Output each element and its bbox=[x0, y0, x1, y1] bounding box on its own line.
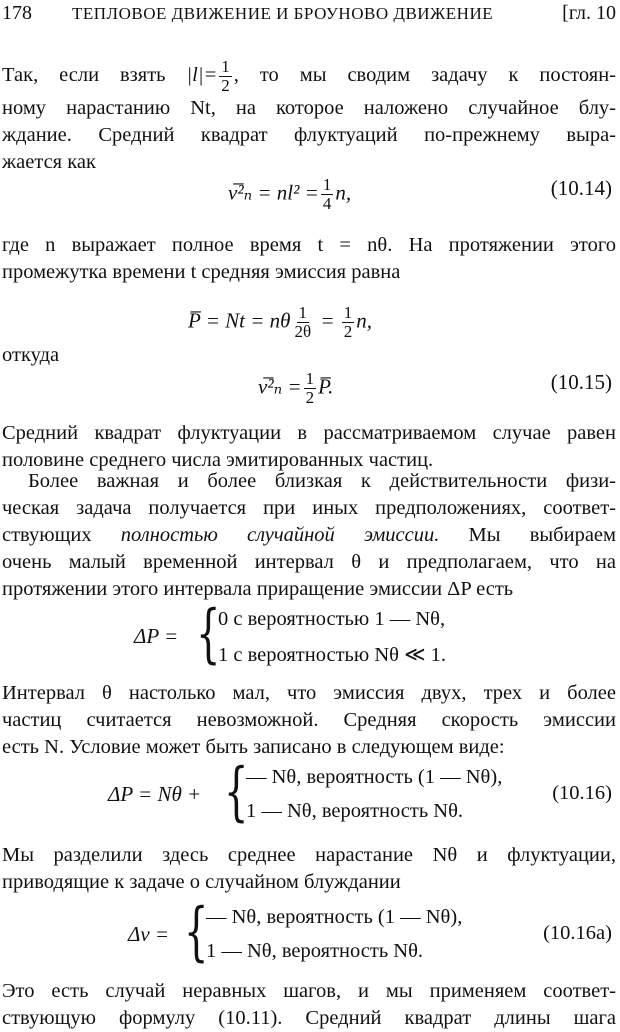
paragraph-1-line-2: ному нарастанию Nt, на которое наложено случайное блу- bbox=[2, 97, 616, 119]
chapter-marker: [гл. 10 bbox=[562, 2, 616, 24]
equation-number: (10.14) bbox=[550, 176, 612, 200]
equation-10-16a: Δν = { — Nθ, вероятность (1 — Nθ), 1 — Nθ, вероятность Nθ. (10.16а) bbox=[128, 895, 612, 969]
paragraph-2 bbox=[2, 232, 616, 286]
equation-number: (10.16) bbox=[552, 782, 612, 804]
running-header bbox=[2, 2, 616, 30]
paragraph-5-line-4: очень малый временной интервал θ и предполагаем, что на bbox=[2, 551, 616, 573]
equation-10-16: ΔP = Nθ + { — Nθ, вероятность (1 — Nθ), 1 — Nθ, вероятность Nθ. (10.16) bbox=[108, 755, 612, 829]
paragraph-8-line-1: Это есть случай неравных шагов, и мы применяем соответ- bbox=[2, 980, 616, 1002]
paragraph-7 bbox=[2, 842, 616, 896]
paragraph-5-line-5: протяжении этого интервала приращение эмиссии ΔP есть bbox=[2, 578, 514, 600]
equation-delta-p-cases: ΔP = { 0 с вероятностью 1 — Nθ, 1 с вероятностью Nθ ≪ 1. bbox=[134, 597, 447, 671]
page-number: 178 bbox=[2, 2, 32, 24]
paragraph-6-line-1: Интервал θ настолько мал, что эмиссия двух, трех и более bbox=[2, 682, 616, 704]
paragraph-5-line-2: ческая задача получается при иных предположениях, соответ- bbox=[2, 497, 616, 519]
paragraph-6-line-2: частиц считается невозможной. Средняя скорость эмиссии bbox=[2, 709, 616, 731]
case-row-1: 0 с вероятностью 1 — Nθ, bbox=[218, 608, 446, 630]
case-row-2: 1 с вероятностью Nθ ≪ 1. bbox=[218, 644, 447, 666]
left-brace: { bbox=[184, 895, 209, 969]
paragraph-1-line-4: жается как bbox=[2, 151, 96, 173]
equation-number: (10.15) bbox=[550, 370, 612, 394]
paragraph-1-line-1: Так, если взять |l|= $\frac{1}{2}$ , то мы сводим задачу к постоян- bbox=[2, 57, 617, 95]
paragraph-4-line-2: половине среднего числа эмитированных частиц. bbox=[2, 449, 434, 471]
paragraph-8-line-2: ствующую формулу (10.11). Средний квадрат длины шага bbox=[2, 1007, 616, 1029]
case-row-1: — Nθ, вероятность (1 — Nθ), bbox=[206, 906, 463, 928]
paragraph-5 bbox=[2, 468, 616, 603]
paragraph-7-line-2: приводящие к задаче о случайном блуждании bbox=[2, 871, 401, 893]
paragraph-2-line-2: промежутка времени t средняя эмиссия равна bbox=[2, 261, 401, 283]
case-row-1: — Nθ, вероятность (1 — Nθ), bbox=[246, 766, 503, 788]
paragraph-1-line-3: ждание. Средний квадрат флуктуаций по-прежнему выра- bbox=[2, 124, 616, 146]
equation-10-14: ν̅²ₙ = nl² = $\frac{1}{4}$ n, (10.14) bbox=[228, 175, 612, 213]
paragraph-2-line-1: где n выражает полное время t = nθ. На протяжении этого bbox=[2, 234, 616, 256]
running-title: ТЕПЛОВОЕ ДВИЖЕНИЕ И БРОУНОВО ДВИЖЕНИЕ bbox=[72, 4, 494, 23]
paragraph-4 bbox=[2, 420, 616, 474]
paragraph-6-line-3: есть N. Условие может быть записано в следующем виде: bbox=[2, 736, 505, 758]
paragraph-8 bbox=[2, 978, 616, 1032]
left-brace: { bbox=[196, 597, 221, 671]
paragraph-3-line-1: откуда bbox=[2, 344, 60, 366]
left-brace: { bbox=[224, 755, 249, 829]
paragraph-5-line-1: Более важная и более близкая к действительности физи- bbox=[28, 470, 616, 492]
paragraph-6 bbox=[2, 680, 616, 761]
paragraph-7-line-1: Мы разделили здесь среднее нарастание Nθ и флуктуации, bbox=[2, 844, 616, 866]
equation-10-15: ν̅²ₙ = $\frac{1}{2}$ P̅. (10.15) bbox=[258, 369, 612, 407]
equation-number: (10.16а) bbox=[543, 922, 612, 944]
paragraph-1 bbox=[2, 58, 616, 176]
paragraph-5-line-3: ствующих полностью случайной эмиссии. Мы выбираем bbox=[2, 524, 617, 546]
case-row-2: 1 — Nθ, вероятность Nθ. bbox=[206, 940, 424, 962]
paragraph-4-line-1: Средний квадрат флуктуации в рассматриваемом случае равен bbox=[2, 422, 616, 444]
equation-mean-emission: P̅ = Nt = nθ $\frac{1}{2\theta}$ = $\frac{1}{2}$ n, bbox=[188, 303, 373, 341]
case-row-2: 1 — Nθ, вероятность Nθ. bbox=[246, 800, 464, 822]
